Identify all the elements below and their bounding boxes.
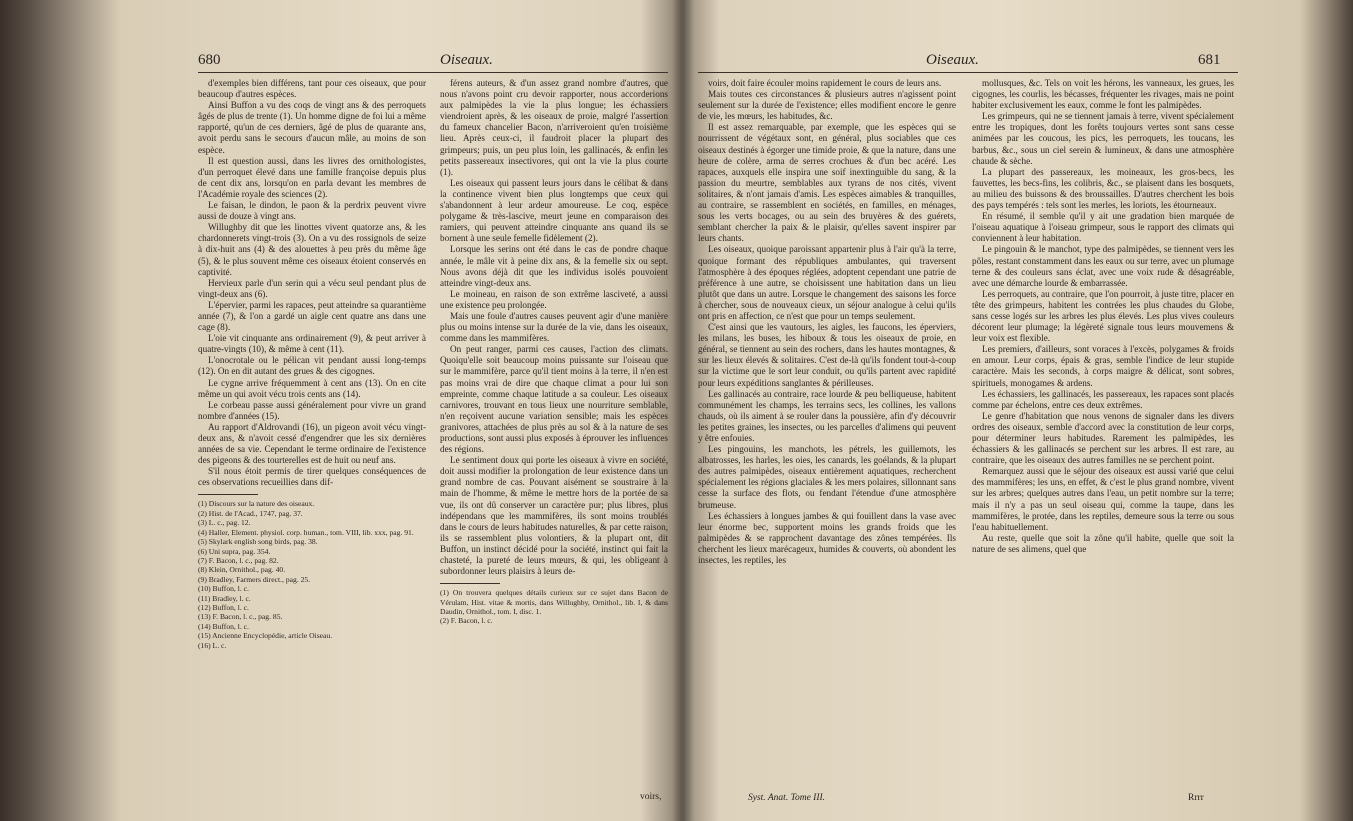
footnote: (12) Buffon, l. c. xyxy=(198,602,249,612)
page-number: 681 xyxy=(1198,52,1221,68)
page-number: 680 xyxy=(198,52,221,68)
footnotes xyxy=(440,588,668,626)
paragraph: C'est ainsi que les vautours, les aigles, les faucons, les éperviers, les milans, les buses, les hiboux & tous les oiseaux de proie, en général, se tiennent au sein des rochers, dans les hautes montagnes, & sur les lieux élevés & solitaires. C'est de-là qu'ils fondent tout-à-coup sur la victime que le sort leur conduit, ou qu'ils partent avec rapidité pour leurs expéditions sanglantes & périlleuses. xyxy=(698,322,956,388)
signature-line: Syst. Anat. Tome III. xyxy=(748,793,826,803)
paragraph: L'oie vit cinquante ans ordinairement (9), & peut arriver à quatre-vingts (10), & même à cent (11). xyxy=(198,333,426,355)
paragraph: Les échassiers, les gallinacés, les passereaux, les rapaces sont placés comme par échelons, entre ces deux extrêmes. xyxy=(972,388,1234,410)
footnote: (4) Haller, Element. physiol. corp. human., tom. VIII, lib. xxx, pag. 91. xyxy=(198,527,414,537)
paragraph: Les perroquets, au contraire, que l'on pourroit, à juste titre, placer en tête des grimpeurs, habitent les contrées les plus chaudes du Globe, sans cesse logés sur les arbres les plus élevés. Les plus vives couleurs décorent leur plumage; la légèreté signale tous leurs mouvemens & leur voix est flexible. xyxy=(972,288,1234,344)
paragraph: Hervieux parle d'un serin qui a vécu seul pendant plus de vingt-deux ans (6). xyxy=(198,277,426,299)
header-rule xyxy=(198,72,668,73)
paragraph: Mais une foule d'autres causes peuvent agir d'une manière plus ou moins intense sur la durée de la vie, dans les oiseaux, comme dans les mammifères. xyxy=(440,310,668,344)
footnote: (14) Buffon, l. c. xyxy=(198,621,249,631)
paragraph: mollusques, &c. Tels on voit les hérons, les vanneaux, les grues, les cigognes, les courlis, les bécasses, fréquenter les rivages, mais ne point habiter exclusivement les eaux, comme le font les palmipèdes. xyxy=(972,78,1234,111)
paragraph: Le faisan, le dindon, le paon & la perdrix peuvent vivre aussi de douze à vingt ans. xyxy=(198,200,426,222)
paragraph: Les premiers, d'ailleurs, sont voraces à l'excès, polygames & froids en amour. Leur corps, épais & gras, semble l'indice de leur stupide caractère. Mais les seconds, à corps maigre & délicat, sont sobres, spirituels, monogames & ardens. xyxy=(972,344,1234,388)
paragraph: Les échassiers à longues jambes & qui fouillent dans la vase avec leur énorme bec, supportent moins les grands froids que les palmipèdes & se rapprochent davantage des zônes tempérées. Ils cherchent les lieux marécageux, humides & couverts, où abondent les insectes, les reptiles, les xyxy=(698,510,956,566)
paragraph: On peut ranger, parmi ces causes, l'action des climats. Quoiqu'elle soit beaucoup moins puissante sur l'oiseau que sur le mammifère, parce qu'il tient moins à la terre, il n'en est pas moins vrai de dire que chaque climat a pour lui son empreinte, comme chaque latitude a sa couleur. Les oiseaux carnivores, trouvant en tous lieux une nourriture semblable, n'en reçoivent aucune variation sensible; mais les espèces granivores, attachées de plus près au sol & à la nature de ses productions, sont aussi plus exposés à éprouver les influences des régions. xyxy=(440,344,668,455)
paragraph: Le cygne arrive fréquemment à cent ans (13). On en cite même un qui avoit vécu trois cents ans (14). xyxy=(198,377,426,399)
footnote: (2) Hist. de l'Acad., 1747, pag. 37. xyxy=(198,508,303,518)
paragraph: Les pingouins, les manchots, les pétrels, les guillemots, les albatrosses, les harles, les oies, les canards, les goélands, & la plupart des autres palmipèdes, oiseaux entièrement aquatiques, recherchent spécialement les régions glaciales & les mers polaires, sillonnant sans cesse la surface des flots, ou fendant l'étendue d'une atmosphère brumeuse. xyxy=(698,444,956,510)
footnote: (7) F. Bacon, l. c., pag. 82. xyxy=(198,555,279,565)
footnote: (5) Skylark english song birds, pag. 38. xyxy=(198,537,318,547)
paragraph: L'épervier, parmi les rapaces, peut atteindre sa quarantième année (7), & l'on a gardé un aigle cent quatre ans dans une cage (8). xyxy=(198,299,426,333)
paragraph: Les oiseaux, quoique paroissant appartenir plus à l'air qu'à la terre, quoique formant des républiques ambulantes, qui traversent l'atmosphère à des époques réglées, adoptent cependant une patrie de préférence à une autre, se choisissent une habitation dans un lieu plutôt que dans un autre. Lorsque le changement des saisons les force à chercher, sous de nouveaux cieux, un séjour analogue à celui qu'ils ont pris en affection, ce n'est que pour un temps seulement. xyxy=(698,244,956,321)
paragraph: Le moineau, en raison de son extrême lasciveté, a aussi une existence peu prolongée. xyxy=(440,288,668,310)
paragraph: En résumé, il semble qu'il y ait une gradation bien marquée de l'oiseau aquatique à l'oiseau grimpeur, sous le rapport des climats qui conviennent à leur habitation. xyxy=(972,211,1234,244)
paragraph: Ainsi Buffon a vu des coqs de vingt ans & des perroquets âgés de plus de trente (1). Un homme digne de foi lui a même rapporté, qu'un de ces derniers, âgé de plus de quarante ans, avoit perdu sans le secours d'aucun mâle, au moins de son espèce. xyxy=(198,100,426,155)
paragraph: Les grimpeurs, qui ne se tiennent jamais à terre, vivent spécialement entre les tropiques, dont les forêts toujours vertes sont sans cesse animées par les coucous, les pics, les perroquets, les toucans, les barbus, &c., sous un ciel serein & lumineux, & dans une atmosphère chaude & sèche. xyxy=(972,111,1234,166)
paragraph: Les oiseaux qui passent leurs jours dans le célibat & dans la continence vivent bien plus longtemps que ceux qui s'abandonnent à leur ardeur amoureuse. Le coq, espèce polygame & très-lascive, meurt jeune en comparaison des ramiers, qui peuvent atteindre cinquante ans quand ils se bornent à une seule femelle fidèlement (2). xyxy=(440,177,668,244)
left-page xyxy=(140,0,680,821)
footnote: (13) F. Bacon, l. c., pag. 85. xyxy=(198,612,283,622)
header-rule xyxy=(698,72,1238,73)
paragraph: Lorsque les serins ont été dans le cas de pondre chaque année, le mâle vit à peine dix ans, & la femelle six ou sept. Nous avons déjà dit que les individus isolés pouvoient atteindre vingt-deux ans. xyxy=(440,244,668,288)
footnote: (3) L. c., pag. 12. xyxy=(198,518,251,528)
footnote: (1) Discours sur la nature des oiseaux. xyxy=(198,499,315,509)
footnote: (6) Uni supra, pag. 354. xyxy=(198,546,271,556)
footnote: (16) L. c. xyxy=(198,640,227,650)
paragraph: Le sentiment doux qui porte les oiseaux à vivre en société, doit aussi modifier la prolongation de leur existence dans un grand nombre de cas. Pouvant aisément se soustraire à la main de l'homme, & même le mettre hors de la portée de sa vue, ils ont dû conserver un caractère pur; plus libres, plus indépendans que les mammifères, ils sont moins troublés dans le cours de leurs habitudes naturelles, & par cette raison, ils se rassemblent plus volontiers, & la plupart ont, dit Buffon, un instinct décidé pour la société, instinct qui fait la chasteté, la pureté de leurs mœurs, & qui, les obligeant à subordonner leurs plaisirs à leurs de- xyxy=(440,455,668,577)
paragraph: Au reste, quelle que soit la zône qu'il habite, quelle que soit la nature de ses alimens, quel que xyxy=(972,532,1234,554)
footnote: (11) Bradley, l. c. xyxy=(198,593,251,603)
paragraph: Au rapport d'Aldrovandi (16), un pigeon avoit vécu vingt-deux ans, & n'avoit cessé d'engendrer que les six dernières années de sa vie. Cependant le terme ordinaire de l'existence des pigeons & des tourterelles est de huit ou neuf ans. xyxy=(198,421,426,466)
paragraph: Remarquez aussi que le séjour des oiseaux est aussi varié que celui des mammifères; les uns, en effet, & c'est le plus grand nombre, vivent sur les arbres; quelques autres dans l'eau, un petit nombre sur la terre; mais il n'y a pas un seul oiseau qui, comme la taupe, dans les mammifères, le protée, dans les reptiles, demeure sous la terre ou sous l'eau habituellement. xyxy=(972,466,1234,532)
paragraph: Il est question aussi, dans les livres des ornithologistes, d'un perroquet élevé dans une famille françoise depuis plus de cent dix ans, lorsqu'on en parla devant les membres de l'Académie royale des sciences (2). xyxy=(198,155,426,199)
paragraph: Les gallinacés au contraire, race lourde & peu belliqueuse, habitent communément les champs, les terrains secs, les collines, les vallons chauds, où ils aiment à se rouler dans la poussière, afin d'y découvrir les petites graines, les insectes, ou les parcelles d'alimens qui peuvent y être enfouies. xyxy=(698,388,956,443)
footnote: (8) Klein, Ornithol., pag. 40. xyxy=(198,565,286,575)
paragraph: férens auteurs, & d'un assez grand nombre d'autres, que nous n'avons point cru devoir rapporter, nous accorderions aux palmipèdes la vie la plus longue; les échassiers viendroient après, & les oiseaux de proie, malgré l'assertion du fameux chancelier Bacon, n'arriveroient qu'en troisième lieu. Après ceux-ci, il faudroit placer la plupart des grimpeurs; puis, un peu plus loin, les gallinacés, & enfin les petits passereaux insectivores, qui ont la vie la plus courte (1). xyxy=(440,78,668,177)
text-column-2 xyxy=(972,78,1234,555)
catchword: voirs, xyxy=(640,792,662,802)
paragraph: S'il nous étoit permis de tirer quelques conséquences de ces observations recueillies dans dif- xyxy=(198,466,426,488)
paragraph: Willughby dit que les linottes vivent quatorze ans, & les chardonnerets vingt-trois (3). On a vu des rossignols de seize à dix-huit ans (4) & des alouettes à peu près du même âge (5), & le plus souvent même ces oiseaux étoient conservés en captivité. xyxy=(198,222,426,277)
footnote: (9) Bradley, Farmers direct., pag. 25. xyxy=(198,574,311,584)
text-column-1 xyxy=(198,78,426,650)
running-head: Oiseaux. xyxy=(926,52,979,68)
footnote-rule xyxy=(198,494,258,495)
text-column-1 xyxy=(698,78,956,566)
footnote: (15) Ancienne Encyclopédie, article Oiseau. xyxy=(198,631,333,641)
footnote: (1) On trouvera quelques détails curieux sur ce sujet dans Bacon de Vérulam, Hist. vitae & mortis, dans Willughby, Ornithol., lib. I, & dans Daudin, Ornithol., tom. I, disc. 1. xyxy=(440,588,668,617)
paragraph: Le corbeau passe aussi généralement pour vivre un grand nombre d'années (15). xyxy=(198,399,426,421)
text-column-2 xyxy=(440,78,668,626)
paragraph: La plupart des passereaux, les moineaux, les gros-becs, les fauvettes, les becs-fins, les colibris, &c., se plaisent dans les bosquets, au milieu des buissons & des broussailles. D'autres cherchent les bois des pays tempérés : tels sont les merles, les loriots, les étourneaux. xyxy=(972,166,1234,211)
paragraph: Le genre d'habitation que nous venons de signaler dans les divers ordres des oiseaux, semble d'accord avec la constitution de leur corps, pour déterminer leurs habitudes. Rarement les palmipèdes, les échassiers & les gallinacés se perchent sur les arbres. Il est rare, au contraire, que les oiseaux des autres familles ne se perchent point. xyxy=(972,410,1234,466)
paragraph: voirs, doit faire écouler moins rapidement le cours de leurs ans. xyxy=(708,78,942,88)
book-gutter xyxy=(672,0,694,821)
paragraph: Il est assez remarquable, par exemple, que les espèces qui se nourrissent de végétaux sont, en général, plus sociables que ces oiseaux destinés à égorger une timide proie, & que la nature, dans une heure de colère, arma de serres crochues & d'un bec acéré. Les rapaces, auxquels elle inspira une soif inextinguible du sang, & la passion du meurtre, semblables aux tyrans de nos cités, vivent solitaires, & n'ont jamais d'amis. Les espèces aimables & tranquilles, au contraire, se rassemblent en sociétés, en familles, en ménages, sous les verts bocages, ou au sein des bruyères & des guérets, semblant chercher la paix & le plaisir, qu'elles savent inspirer par leurs chants. xyxy=(698,122,956,244)
footnote: (2) F. Bacon, l. c. xyxy=(440,616,493,626)
footnote-rule xyxy=(440,583,500,584)
paragraph: d'exemples bien différens, tant pour ces oiseaux, que pour beaucoup d'autres espèces. xyxy=(198,78,426,100)
paragraph: Le pingouin & le manchot, type des palmipèdes, se tiennent vers les pôles, restant constamment dans les eaux ou sur terre, avec un plumage terne & des couleurs sans éclat, avec une voix rude & désagréable, avec une démarche lourde & embarrassée. xyxy=(972,244,1235,288)
right-page xyxy=(688,0,1248,821)
catchword: Rrrr xyxy=(1188,793,1204,803)
footnote: (10) Buffon, l. c. xyxy=(198,584,249,594)
running-head: Oiseaux. xyxy=(440,52,493,68)
footnotes xyxy=(198,499,426,650)
paragraph: L'onocrotale ou le pélican vit pendant aussi long-temps (12). On en dit autant des grues & des cigognes. xyxy=(198,355,426,377)
paragraph: Mais toutes ces circonstances & plusieurs autres n'agissent point seulement sur la durée de l'existence; elles modifient encore le genre de vie, les mœurs, les habitudes, &c. xyxy=(698,89,956,122)
